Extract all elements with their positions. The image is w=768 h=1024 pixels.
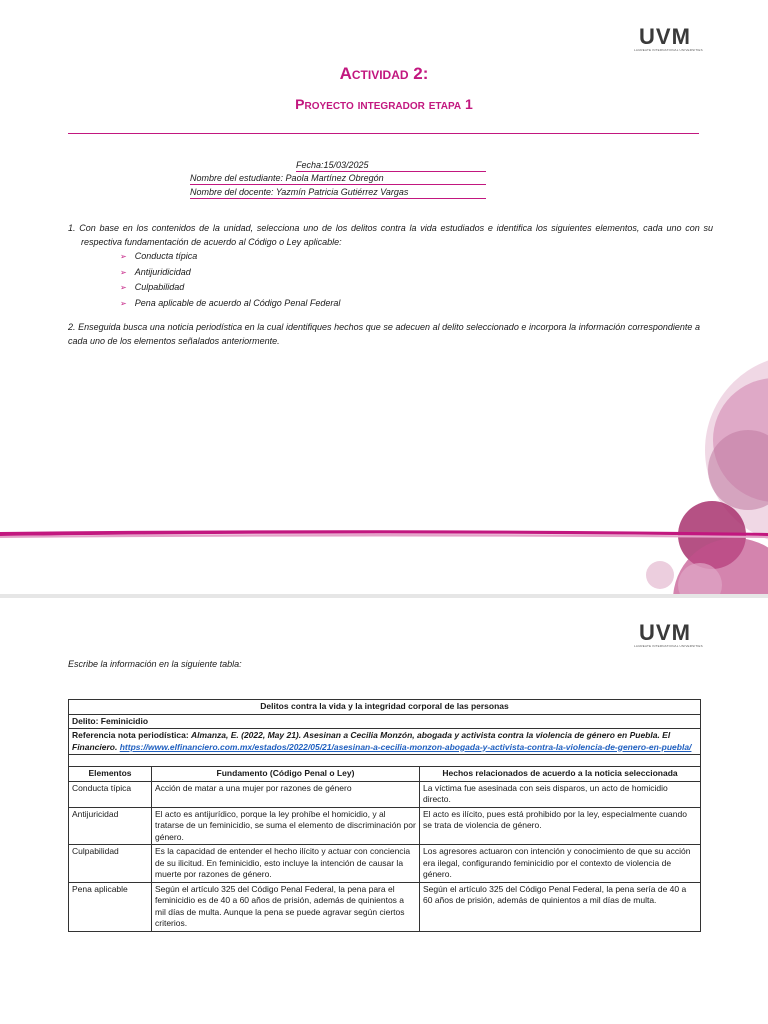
hechos-cell: La víctima fue asesinada con seis disparos, un acto de homicidio directo.	[420, 781, 701, 807]
instruction-2: 2. Enseguida busca una noticia periodística en la cual identifiques hechos que se adecuen al delito seleccionado e incorpora la información correspondiente a cada uno de los elementos señalados anteriormente.	[68, 322, 700, 346]
logo-subtitle: LAUREATE INTERNATIONAL UNIVERSITIES	[634, 644, 703, 648]
reference-link[interactable]: https://www.elfinanciero.com.mx/estados/2022/05/21/asesinan-a-cecilia-monzon-abogada-y-activista-contra-la-violencia-de-genero-en-puebla/	[119, 741, 692, 752]
crime-elements-table	[68, 699, 701, 932]
element-cell: Culpabilidad	[69, 845, 152, 883]
hechos-cell: Según el artículo 325 del Código Penal Federal, la pena sería de 40 a 60 años de prisión, además de quinientos a mil días de multa.	[420, 882, 701, 931]
activity-title: Actividad 2:	[339, 64, 429, 83]
hechos-cell: Los agresores actuaron con intención y conocimiento de que su acción era ilegal, configurando feminicidio por el contexto de violencia de género.	[420, 845, 701, 883]
column-header: Fundamento (Código Penal o Ley)	[152, 767, 420, 782]
document-page-2	[0, 598, 768, 1024]
table-intro: Escribe la información en la siguiente tabla:	[68, 659, 242, 669]
teacher-name-line: Nombre del docente: Yazmín Patricia Gutiérrez Vargas	[190, 186, 486, 199]
table-header-row	[69, 767, 701, 782]
activity-subtitle: Proyecto integrador etapa 1	[295, 96, 473, 112]
fundamento-cell: Acción de matar a una mujer por razones de género	[152, 781, 420, 807]
column-header: Hechos relacionados de acuerdo a la noticia seleccionada	[420, 767, 701, 782]
arrow-bullet-icon: ➢	[120, 298, 127, 308]
table-title: Delitos contra la vida y la integridad corporal de las personas	[69, 700, 701, 715]
table-row	[69, 845, 701, 883]
list-item: ➢ Conducta típica	[120, 251, 198, 261]
student-name-line: Nombre del estudiante: Paola Martínez Obregón	[190, 172, 486, 185]
table-row	[69, 882, 701, 931]
reference-citation: Almanza, E. (2022, May 21). Asesinan a Cecilia Monzón, abogada y activista contra la violencia de género en Puebla. El Financiero.	[72, 730, 671, 752]
list-item: ➢ Pena aplicable de acuerdo al Código Penal Federal	[120, 297, 341, 308]
date-line: Fecha:15/03/2025	[296, 159, 486, 172]
table-row	[69, 729, 701, 755]
uvm-logo	[634, 620, 703, 648]
table-row	[69, 807, 701, 845]
fundamento-cell: Es la capacidad de entender el hecho ilícito y actuar con conciencia de su ilicitud. En feminicidio, esto incluye la intención de causar la muerte por razones de género.	[152, 845, 420, 883]
reference-label: Referencia nota periodística:	[72, 730, 192, 740]
table-row	[69, 714, 701, 729]
hechos-cell: El acto es ilícito, pues está prohibido por la ley, especialmente cuando se trata de violencia de género.	[420, 807, 701, 845]
arrow-bullet-icon: ➢	[120, 267, 127, 277]
logo-subtitle: LAUREATE INTERNATIONAL UNIVERSITIES	[634, 48, 703, 52]
column-header: Elementos	[69, 767, 152, 782]
table-title-row	[69, 700, 701, 715]
decorative-swoosh	[0, 527, 768, 539]
arrow-bullet-icon: ➢	[120, 252, 127, 261]
instruction-1: 1. Con base en los contenidos de la unidad, selecciona uno de los delitos contra la vida estudiados e identifica los siguientes elementos, cada uno con su respectiva fundamentación de acuerdo al Código o Ley aplicable:	[68, 223, 713, 247]
reference-cell	[69, 729, 701, 755]
arrow-bullet-icon: ➢	[120, 283, 127, 292]
fundamento-cell: Según el artículo 325 del Código Penal Federal, la pena para el feminicidio es de 40 a 60 años de prisión, además de quinientos a mil días de multa. Aunque la pena se puede agravar según ciertos criterios.	[152, 882, 420, 931]
list-item: ➢ Antijuridicidad	[120, 266, 191, 277]
element-cell: Antijuricidad	[69, 807, 152, 845]
table-row	[69, 755, 701, 767]
fundamento-cell: El acto es antijurídico, porque la ley prohíbe el homicidio, y al tratarse de un feminicidio, se suma el elemento de discriminación por género.	[152, 807, 420, 845]
element-cell: Pena aplicable	[69, 882, 152, 931]
table-row	[69, 781, 701, 807]
element-cell: Conducta típica	[69, 781, 152, 807]
delito-cell: Delito: Feminicidio	[69, 714, 701, 729]
logo-text: UVM	[639, 620, 691, 645]
logo-text: UVM	[639, 24, 691, 49]
list-item: ➢ Culpabilidad	[120, 282, 185, 292]
